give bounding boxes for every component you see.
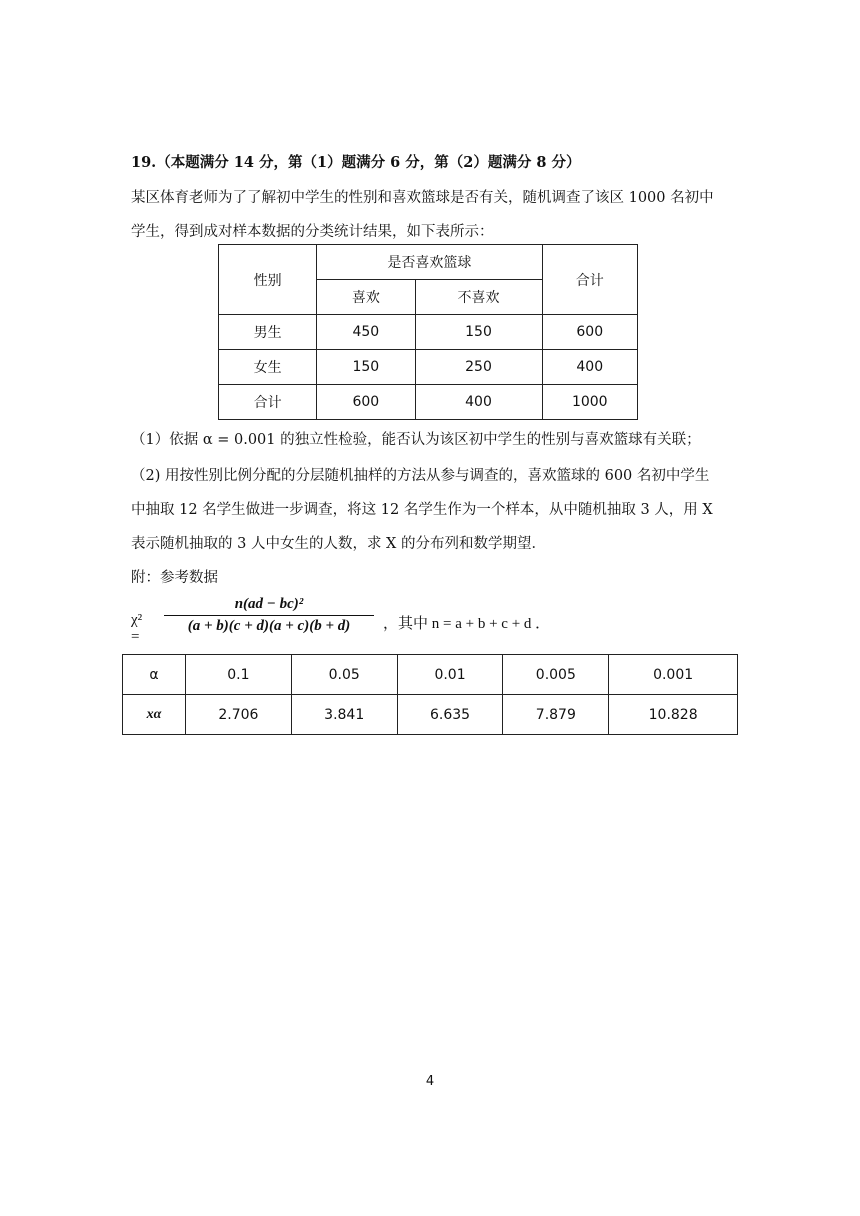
value-cell: 6.635 (397, 695, 503, 735)
cell-total: 400 (542, 350, 637, 385)
alpha-cell: 0.01 (397, 655, 503, 695)
intro-line-1: 某区体育老师为了了解初中学生的性别和喜欢篮球是否有关，随机调查了该区 1000 名初中 (131, 190, 714, 206)
formula-fraction (164, 596, 374, 635)
header-like: 喜欢 (317, 280, 415, 315)
row-label: 合计 (219, 385, 317, 420)
part-2-line-1: （2) 用按性别比例分配的分层随机抽样的方法从参与调查的，喜欢篮球的 600 名初中学生 (131, 468, 710, 484)
header-dislike: 不喜欢 (415, 280, 542, 315)
value-cell: 7.879 (503, 695, 609, 735)
appendix-label: 附：参考数据 (131, 570, 218, 586)
alpha-cell: 0.005 (503, 655, 609, 695)
table-row (123, 695, 738, 735)
intro-line-2: 学生，得到成对样本数据的分类统计结果，如下表所示： (131, 224, 494, 240)
alpha-label: α (123, 655, 186, 695)
table-row (219, 350, 638, 385)
part-2-line-3: 表示随机抽取的 3 人中女生的人数，求 X 的分布列和数学期望． (131, 536, 546, 552)
formula-numerator: n(ad − bc)² (234, 596, 304, 612)
header-gender: 性别 (219, 245, 317, 315)
part-1: （1）依据 α = 0.001 的独立性检验，能否认为该区初中学生的性别与喜欢篮球有关联； (131, 432, 701, 448)
survey-table (218, 244, 638, 420)
value-cell: 10.828 (609, 695, 738, 735)
alpha-cell: 0.001 (609, 655, 738, 695)
alpha-cell: 0.05 (291, 655, 397, 695)
formula-lhs: χ² = (131, 612, 143, 645)
formula-denominator: (a + b)(c + d)(a + c)(b + d) (187, 618, 351, 634)
cell-dislike: 250 (415, 350, 542, 385)
table-row (123, 655, 738, 695)
value-cell: 2.706 (186, 695, 292, 735)
formula-tail: ，其中 n = a + b + c + d ． (383, 616, 551, 632)
value-cell: 3.841 (291, 695, 397, 735)
cell-total: 1000 (542, 385, 637, 420)
header-like-basketball: 是否喜欢篮球 (317, 245, 542, 280)
fraction-bar (164, 615, 374, 616)
row-label: 女生 (219, 350, 317, 385)
cell-like: 150 (317, 350, 415, 385)
x-alpha-label: xα (123, 695, 186, 735)
page-number: 4 (425, 1074, 435, 1089)
cell-total: 600 (542, 315, 637, 350)
row-label: 男生 (219, 315, 317, 350)
table-row (219, 385, 638, 420)
table-row (219, 315, 638, 350)
part-2-line-2: 中抽取 12 名学生做进一步调查，将这 12 名学生作为一个样本，从中随机抽取 3 人，用 X (131, 502, 713, 518)
cell-dislike: 400 (415, 385, 542, 420)
alpha-cell: 0.1 (186, 655, 292, 695)
cell-dislike: 150 (415, 315, 542, 350)
critical-value-table (122, 654, 738, 735)
cell-like: 450 (317, 315, 415, 350)
header-total: 合计 (542, 245, 637, 315)
cell-like: 600 (317, 385, 415, 420)
question-header: 19.（本题满分 14 分，第（1）题满分 6 分，第（2）题满分 8 分） (131, 154, 581, 171)
